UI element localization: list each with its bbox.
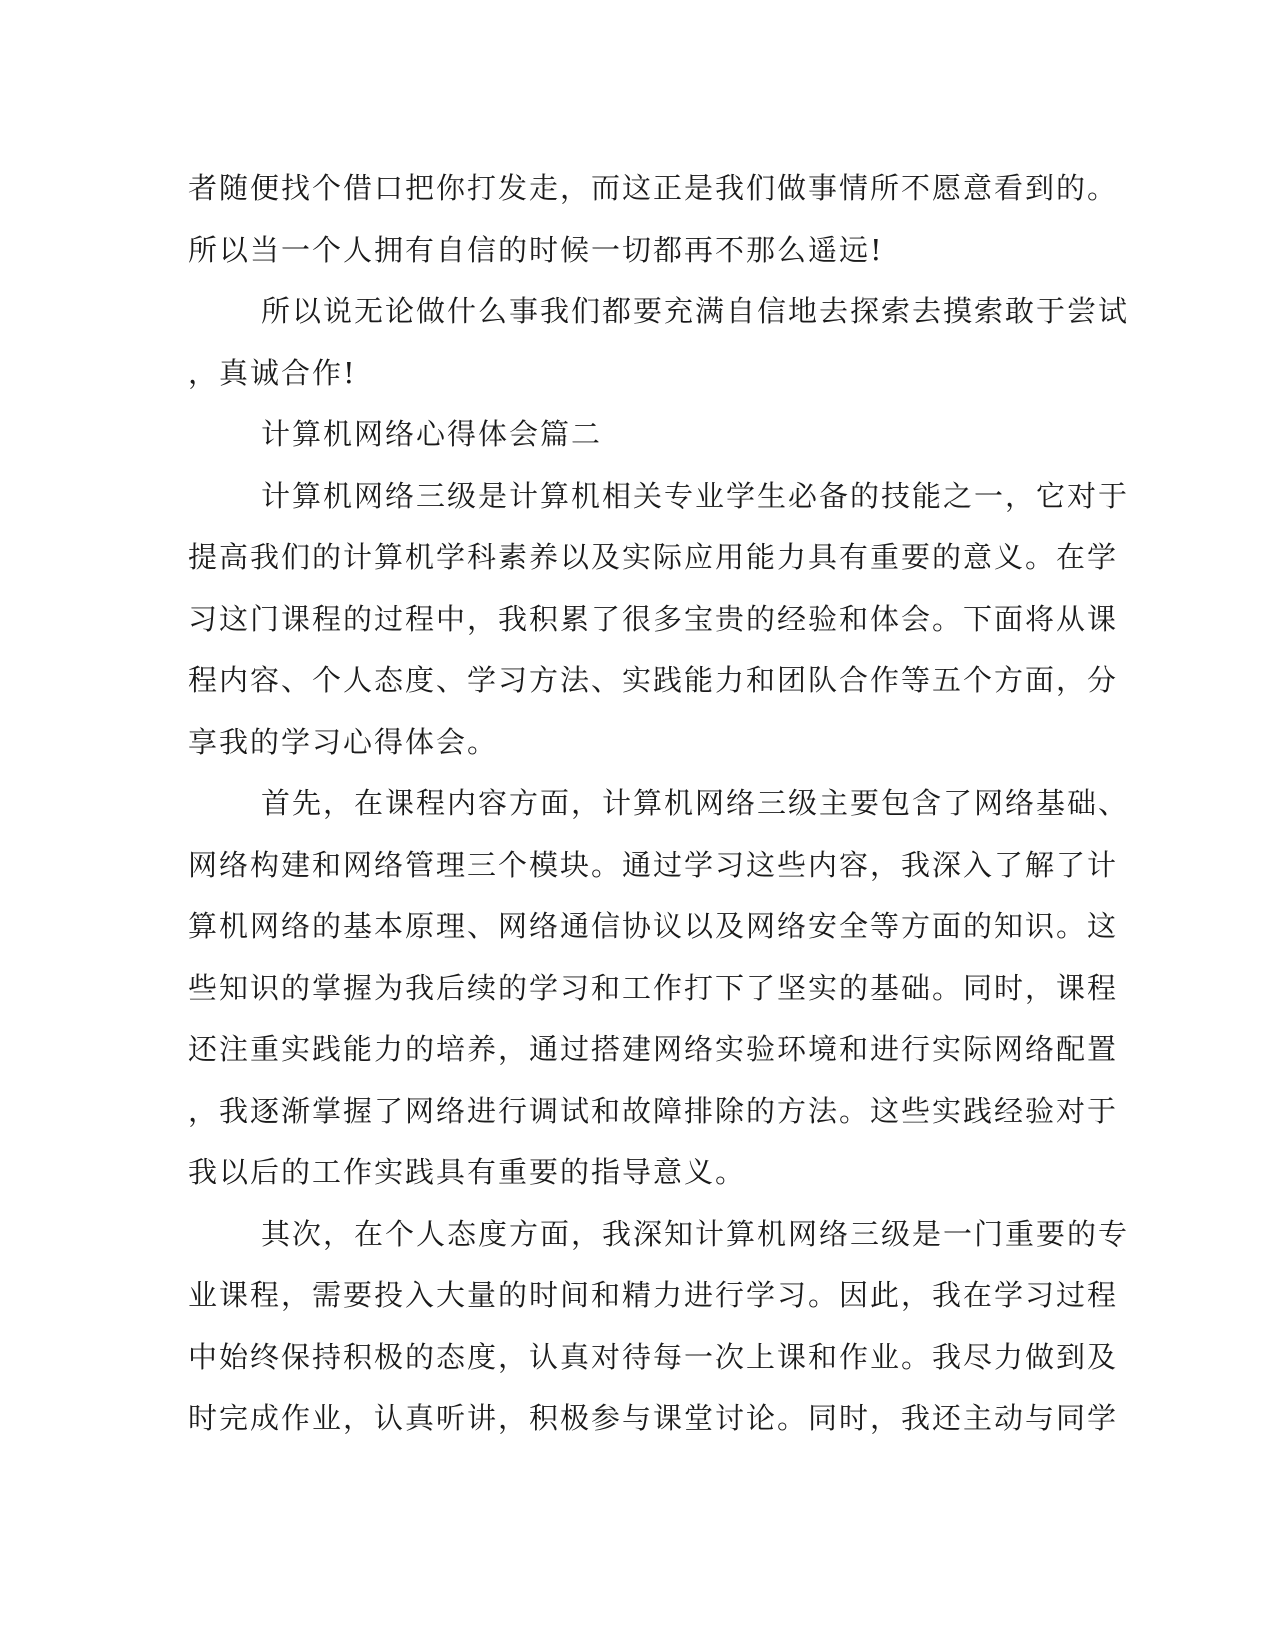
text-line: 我以后的工作实践具有重要的指导意义。 — [188, 1155, 747, 1189]
text-line: 提高我们的计算机学科素养以及实际应用能力具有重要的意义。在学 — [188, 540, 1119, 574]
text-line: 时完成作业，认真听讲，积极参与课堂讨论。同时，我还主动与同学 — [188, 1401, 1119, 1435]
text-line: 算机网络的基本原理、网络通信协议以及网络安全等方面的知识。这 — [188, 909, 1119, 943]
text-line: 享我的学习心得体会。 — [188, 724, 499, 759]
text-line: 些知识的掌握为我后续的学习和工作打下了坚实的基础。同时，课程 — [188, 970, 1119, 1005]
text-line: 习这门课程的过程中，我积累了很多宝贵的经验和体会。下面将从课 — [188, 601, 1119, 636]
text-line: 网络构建和网络管理三个模块。通过学习这些内容，我深入了解了计 — [188, 847, 1119, 882]
text-line: 首先，在课程内容方面，计算机网络三级主要包含了网络基础、 — [261, 786, 1130, 820]
text-line: 程内容、个人态度、学习方法、实践能力和团队合作等五个方面，分 — [188, 663, 1119, 697]
document-body — [188, 158, 1130, 1450]
text-line: 其次，在个人态度方面，我深知计算机网络三级是一门重要的专 — [261, 1216, 1130, 1251]
text-line: 还注重实践能力的培养，通过搭建网络实验环境和进行实际网络配置 — [188, 1032, 1119, 1066]
text-line: 中始终保持积极的态度，认真对待每一次上课和作业。我尽力做到及 — [188, 1339, 1119, 1374]
text-line: 业课程，需要投入大量的时间和精力进行学习。因此，我在学习过程 — [188, 1278, 1119, 1312]
text-line: 所以说无论做什么事我们都要充满自信地去探索去摸索敢于尝试 — [261, 294, 1130, 328]
text-line: 计算机网络三级是计算机相关专业学生必备的技能之一，它对于 — [261, 478, 1130, 513]
text-line: ，我逐渐掌握了网络进行调试和故障排除的方法。这些实践经验对于 — [188, 1093, 1119, 1128]
section-heading: 计算机网络心得体会篇二 — [261, 417, 603, 451]
text-line: 所以当一个人拥有自信的时候一切都再不那么遥远! — [188, 232, 884, 267]
text-line: ，真诚合作! — [188, 355, 357, 390]
text-line: 者随便找个借口把你打发走，而这正是我们做事情所不愿意看到的。 — [188, 171, 1119, 205]
